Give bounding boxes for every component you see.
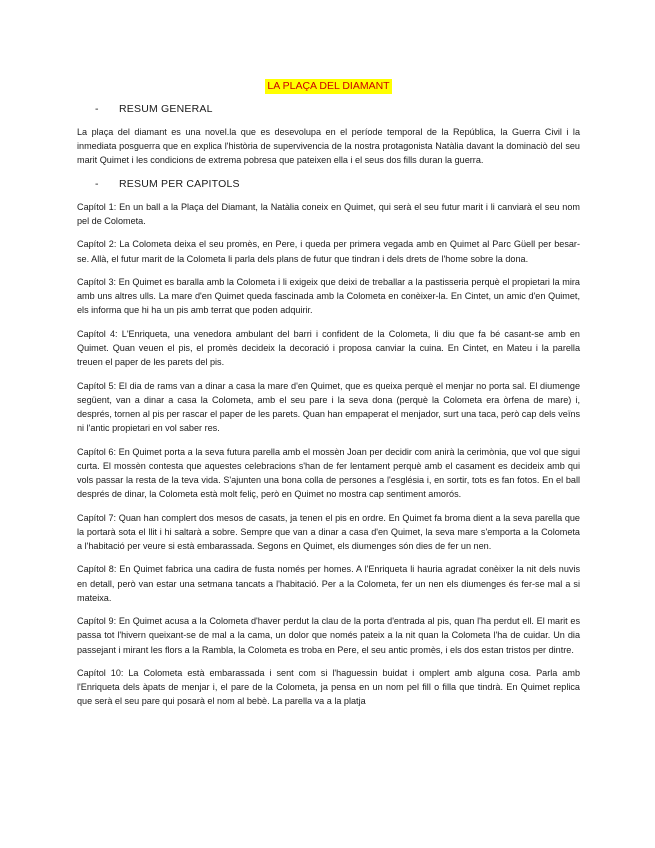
chapter-6-paragraph: Capítol 6: En Quimet porta a la seva futura parella amb el mossèn Joan per decidir com anirà la cerimònia, que vol que sigui curta. El mossèn contesta que aquestes celebracions s'han de fer lentament perquè amb el casament es decideix amb qui vols passar la resta de la teva vida. S'ajunten una bona colla de persones a l'església i, en sortir, tots es fan fotos. En el ball després de dinar, la Colometa està molt feliç, però en Quimet no mostra cap sentiment amorós. bbox=[77, 446, 580, 500]
section-heading-general bbox=[95, 102, 580, 116]
document-title: LA PLAÇA DEL DIAMANT bbox=[267, 80, 390, 92]
chapter-9-paragraph: Capítol 9: En Quimet acusa a la Colometa d'haver perdut la clau de la porta d'entrada al pis, quan l'ha perdut ell. El marit es passa tot l'hivern queixant-se de mal a la cama, un dolor que només pateix a la nit quan la Colometa l'ha de cuidar. Un dia passejant i mirant les flors a la Rambla, la Colometa es troba en Pere, el seu antic promès, i els dos estan tristos per dintre. bbox=[77, 616, 580, 655]
chapter-7-paragraph: Capítol 7: Quan han complert dos mesos de casats, ja tenen el pis en ordre. En Quimet fa broma dient a la seva parella que la portarà sota el llit i hi saltarà a sobre. Sempre que van a dinar a casa d'en Quimet, la seva mare s'emporta a la Colometa a l'habitació per veure si està embarassada. Segons en Quimet, els diumenges són dies de fer un nen. bbox=[77, 512, 580, 551]
chapter-5-paragraph: Capítol 5: El dia de rams van a dinar a casa la mare d'en Quimet, que es queixa perquè el menjar no porta sal. El diumenge següent, van a dinar a casa la Colometa, amb el seu pare i la seva dona (perquè la Colometa era òrfena de mare) i, després, tornen al pis per rascar el paper de les parets. Quan han empaperat el menjador, surt una taca, però cap dels veïns ni l'antic propietari en vol saber res. bbox=[77, 380, 580, 434]
title-row bbox=[77, 76, 580, 91]
chapter-1-paragraph: Capítol 1: En un ball a la Plaça del Diamant, la Natàlia coneix en Quimet, qui serà el seu futur marit i li canviarà el seu nom pel de Colometa. bbox=[77, 201, 580, 226]
document-content bbox=[77, 76, 580, 709]
general-summary-paragraph: La plaça del diamant es una novel.la que es desevolupa en el període temporal de la República, la Guerra Civil i la inmediata posguerra que en explica l'història de supervivencia de la nostra protagonista Natàlia davant la dominaciò del seu marit Quimet i les condicions de extrema pobresa que pateixen ella i el seus dos fills duran la guerra. bbox=[77, 127, 580, 166]
chapter-4-paragraph: Capítol 4: L'Enriqueta, una venedora ambulant del barri i confident de la Colometa, li diu que fa bé casant-se amb en Quimet. Quan veuen el pis, el promès decideix la decoració i proposa canviar la cuina. En Cintet, en Mateu i la parella treuen el paper de les parets del pis. bbox=[77, 328, 580, 368]
chapter-10-paragraph: Capítol 10: La Colometa està embarassada i sent com si l'haguessin buidat i omplert amb alguna cosa. Parla amb l'Enriqueta dels àpats de menjar i, el pare de la Colometa, ja pensa en un nom pel fill o filla que tindrà. En Quimet replica que serà el seu pare qui posarà el nom al bebè. La parella va a la platja bbox=[77, 667, 580, 707]
chapter-3-paragraph: Capítol 3: En Quimet es baralla amb la Colometa i li exigeix que deixi de treballar a la pastisseria perquè el propietari la mira amb uns altres ulls. La mare d'en Quimet queda fascinada amb la Colometa en conèixer-la. En Cintet, un amic d'en Quimet, els informa que hi ha un pis amb terrat que poden adquirir. bbox=[77, 276, 580, 316]
section-heading-chapters bbox=[95, 177, 580, 191]
section-heading-chapters-label: RESUM PER CAPITOLS bbox=[119, 177, 240, 190]
bullet-dash: - bbox=[95, 103, 99, 115]
chapter-2-paragraph: Capítol 2: La Colometa deixa el seu promès, en Pere, i queda per primera vegada amb en Quimet al Parc Güell per besar-se. Allà, el futur marit de la Colometa li parla dels plans de futur que tindran i dels drets de l'home sobre la dona. bbox=[77, 239, 580, 264]
section-heading-general-label: RESUM GENERAL bbox=[119, 103, 213, 115]
chapter-8-paragraph: Capítol 8: En Quimet fabrica una cadira de fusta només per homes. A l'Enriqueta li hauria agradat conèixer la nit dels nuvis en detall, però van estar una setmana tancats a l'habitació. Per a la Colometa, fer un nen els diumenges és fer-se mal a si mateixa. bbox=[77, 564, 580, 603]
bullet-dash: - bbox=[95, 177, 99, 190]
